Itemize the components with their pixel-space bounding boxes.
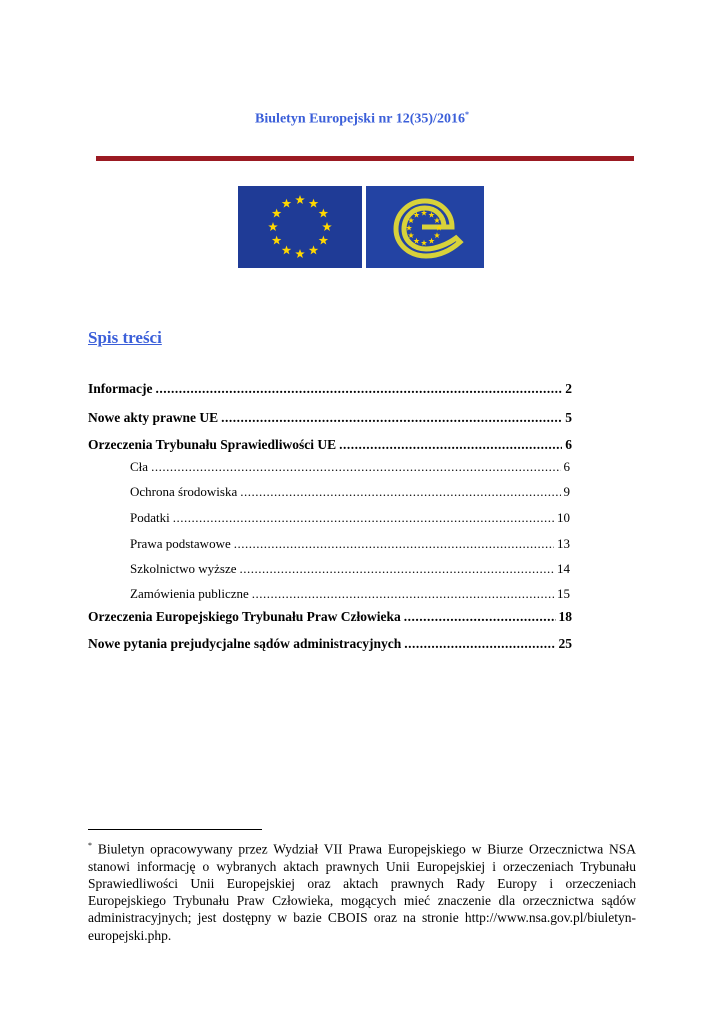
toc-entry-page: 15 — [557, 586, 570, 601]
toc-entry-label: Ochrona środowiska — [130, 484, 238, 499]
toc-entry[interactable] — [130, 561, 570, 577]
toc-leader-dots — [404, 609, 556, 625]
toc-entry[interactable] — [130, 536, 570, 552]
footnote — [88, 837, 636, 944]
toc-entry-label: Nowe akty prawne UE — [88, 410, 219, 425]
toc-leader-dots — [234, 536, 554, 552]
toc-leader-dots — [155, 381, 562, 397]
footnote-ref-marker: * — [464, 110, 469, 119]
header-divider — [96, 156, 634, 161]
eu-stars-circle-icon — [238, 186, 362, 268]
toc-entry[interactable] — [88, 437, 572, 453]
toc-leader-dots — [240, 561, 554, 577]
toc-entry-page: 2 — [565, 381, 572, 396]
footnote-marker: * — [88, 841, 92, 850]
toc-entry-label: Orzeczenia Trybunału Sprawiedliwości UE — [88, 437, 337, 452]
toc-entry-page: 18 — [558, 609, 572, 624]
toc-leader-dots — [173, 510, 554, 526]
toc-leader-dots — [252, 586, 554, 602]
toc-entry[interactable] — [88, 381, 572, 397]
toc-entry-page: 10 — [557, 510, 570, 525]
toc-entry-page: 5 — [565, 410, 572, 425]
toc-entry[interactable] — [130, 459, 570, 475]
toc-entry[interactable] — [130, 510, 570, 526]
toc-entry-label: Zamówienia publiczne — [130, 586, 249, 601]
council-of-europe-logo — [366, 186, 484, 268]
bulletin-title — [0, 110, 724, 128]
toc-leader-dots — [404, 636, 555, 652]
toc-entry-page: 14 — [557, 561, 570, 576]
council-of-europe-e-icon — [366, 186, 484, 268]
toc-entry[interactable] — [130, 484, 570, 500]
footnote-separator — [88, 829, 262, 830]
toc-entry-label: Prawa podstawowe — [130, 536, 231, 551]
toc-entry[interactable] — [88, 636, 572, 652]
footnote-text: Biuletyn opracowywany przez Wydział VII Prawa Europejskiego w Biurze Orzecznictwa NSA stanowi informację o wybranych aktach prawnych Unii Europejskiej i orzeczeniach Trybunału Sprawiedliwości Unii Europejskiej oraz aktach prawnych Rady Europy i orzeczeniach Europejskiego Trybunału Praw Człowieka, mogących mieć znaczenie dla orzecznictwa sądów administracyjnych; jest dostępny w bazie CBOIS oraz na stronie http://www.nsa.gov.pl/biuletyn-europejski.php. — [88, 841, 637, 943]
toc-entry-label: Cła — [130, 459, 149, 474]
eu-flag-image — [238, 186, 362, 268]
toc-leader-dots — [221, 410, 562, 426]
bulletin-title-text: Biuletyn Europejski nr 12(35)/2016 — [255, 111, 465, 127]
toc-leader-dots — [151, 459, 560, 475]
toc-heading[interactable]: Spis treści — [88, 328, 162, 347]
toc-entry[interactable] — [130, 586, 570, 602]
toc-entry-label: Informacje — [88, 381, 153, 396]
toc-leader-dots — [240, 484, 560, 500]
toc-entry-page: 6 — [563, 459, 570, 474]
toc-entry-page: 25 — [558, 636, 572, 651]
toc-entry-page: 6 — [565, 437, 572, 452]
toc-leader-dots — [339, 437, 562, 453]
toc-entry-label: Podatki — [130, 510, 170, 525]
toc-entry-label: Orzeczenia Europejskiego Trybunału Praw Człowieka — [88, 609, 401, 624]
toc-entry-label: Nowe pytania prejudycjalne sądów administracyjnych — [88, 636, 402, 651]
toc-entry[interactable] — [88, 410, 572, 426]
toc-entry[interactable] — [88, 609, 572, 625]
toc-entry-page: 13 — [557, 536, 570, 551]
toc-entry-label: Szkolnictwo wyższe — [130, 561, 237, 576]
toc-entry-page: 9 — [563, 484, 570, 499]
